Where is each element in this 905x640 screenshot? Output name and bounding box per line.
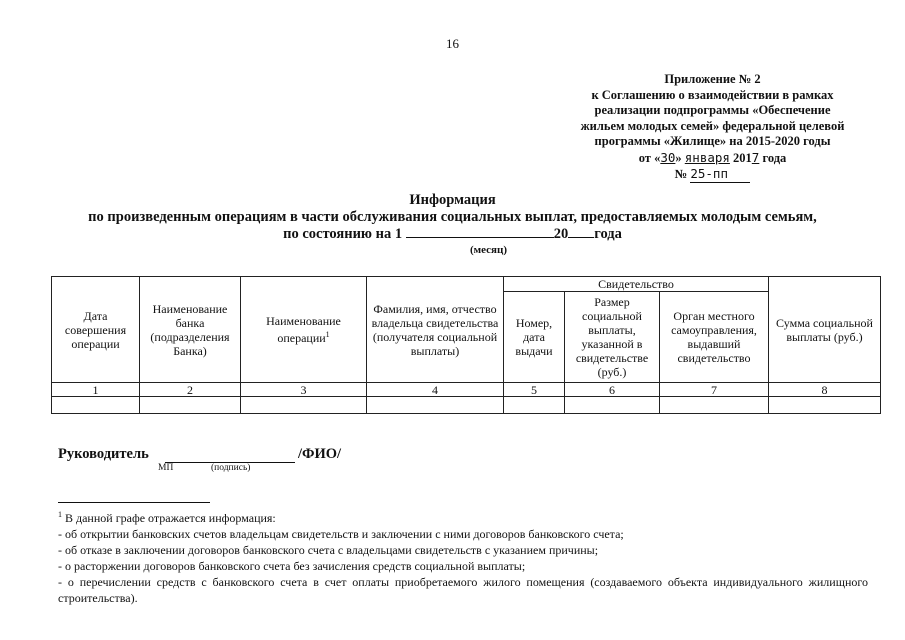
footnote-item: - о перечислении средств с банковского счета в счет оплаты приобретаемого жилого помещения (создаваемого объекта индивидуального жилищного строительства). bbox=[58, 575, 868, 605]
empty-cell[interactable] bbox=[241, 397, 367, 414]
empty-cell[interactable] bbox=[367, 397, 504, 414]
index-cell: 7 bbox=[660, 383, 769, 397]
index-cell: 8 bbox=[769, 383, 881, 397]
date-prefix: от « bbox=[638, 150, 661, 165]
appendix-line: программы «Жилище» на 2015-2020 годы bbox=[594, 134, 831, 148]
empty-cell[interactable] bbox=[504, 397, 565, 414]
index-cell: 1 bbox=[52, 383, 140, 397]
header-date: Дата совершения операции bbox=[52, 277, 140, 383]
header-owner: Фамилия, имя, отчество владельца свидетельства (получателя социальной выплаты) bbox=[367, 277, 504, 383]
appendix-title: Приложение № 2 bbox=[664, 72, 761, 86]
stamp-place-label: МП bbox=[158, 463, 174, 473]
year-blank[interactable] bbox=[568, 237, 594, 238]
date-mid: » bbox=[675, 150, 685, 165]
table-row bbox=[52, 397, 881, 414]
appendix-line: к Соглашению о взаимодействии в рамках bbox=[591, 87, 834, 102]
date-suffix: года bbox=[759, 150, 787, 165]
footnote-item: - о расторжении договоров банковского счета без зачисления средств социальной выплаты; bbox=[58, 559, 526, 573]
month-blank[interactable] bbox=[406, 237, 554, 238]
empty-cell[interactable] bbox=[769, 397, 881, 414]
title-heading: Информация bbox=[409, 192, 496, 208]
number-value: 25-пп bbox=[690, 166, 750, 183]
appendix-number bbox=[540, 166, 885, 183]
month-hint: (месяц) bbox=[470, 244, 508, 256]
header-bank: Наименование банка (подразделения Банка) bbox=[140, 277, 241, 383]
header-authority: Орган местного самоуправления, выдавший свидетельство bbox=[660, 292, 769, 383]
appendix-line: жильем молодых семей» федеральной целевой bbox=[580, 118, 845, 133]
date-line-mid: 20 bbox=[553, 226, 569, 242]
head-label: Руководитель bbox=[58, 446, 149, 462]
date-line-suffix: года bbox=[594, 226, 622, 242]
empty-cell[interactable] bbox=[52, 397, 140, 414]
index-cell: 4 bbox=[367, 383, 504, 397]
empty-cell[interactable] bbox=[565, 397, 660, 414]
date-line-prefix: по состоянию на 1 bbox=[283, 226, 403, 242]
appendix-date bbox=[540, 150, 885, 167]
index-cell: 6 bbox=[565, 383, 660, 397]
footnote-item: - об отказе в заключении договоров банковского счета с владельцами свидетельств с указанием причины; bbox=[58, 543, 599, 557]
date-year-digit: 7 bbox=[751, 149, 760, 165]
header-operation-text: Наименование операции bbox=[266, 314, 341, 345]
index-cell: 3 bbox=[241, 383, 367, 397]
header-certificate-group: Свидетельство bbox=[504, 277, 769, 292]
operations-table bbox=[51, 276, 881, 414]
page-number: 16 bbox=[446, 36, 459, 51]
date-year-prefix: 201 bbox=[729, 150, 752, 165]
footnote-item: - об открытии банковских счетов владельцам свидетельств и заключении с ними договоров банковского счета; bbox=[58, 527, 624, 541]
fio-label: /ФИО/ bbox=[298, 446, 342, 462]
signature-caption: (подпись) bbox=[211, 463, 251, 473]
appendix-block bbox=[540, 72, 885, 183]
title-subheading: по произведенным операциям в части обслуживания социальных выплат, предоставляемых молодым семьям, bbox=[88, 209, 817, 225]
footnote bbox=[58, 507, 868, 606]
title-date-line bbox=[0, 226, 905, 243]
index-cell: 5 bbox=[504, 383, 565, 397]
date-month: января bbox=[684, 149, 730, 165]
header-sum: Сумма социальной выплаты (руб.) bbox=[769, 277, 881, 383]
appendix-line: реализации подпрограммы «Обеспечение bbox=[594, 103, 831, 117]
header-number-date: Номер, дата выдачи bbox=[504, 292, 565, 383]
empty-cell[interactable] bbox=[660, 397, 769, 414]
index-row bbox=[52, 383, 881, 397]
date-day: 30 bbox=[660, 149, 676, 165]
footnote-mark: 1 bbox=[58, 510, 62, 519]
empty-cell[interactable] bbox=[140, 397, 241, 414]
footnote-intro-text: В данной графе отражается информация: bbox=[62, 511, 276, 525]
footnote-intro bbox=[58, 507, 868, 526]
document-title bbox=[0, 192, 905, 243]
header-operation bbox=[241, 277, 367, 383]
index-cell: 2 bbox=[140, 383, 241, 397]
header-amount: Размер социальной выплаты, указанной в свидетельстве (руб.) bbox=[565, 292, 660, 383]
footnote-ref: 1 bbox=[325, 330, 330, 339]
number-prefix: № bbox=[674, 167, 691, 181]
footnote-divider bbox=[58, 502, 210, 503]
